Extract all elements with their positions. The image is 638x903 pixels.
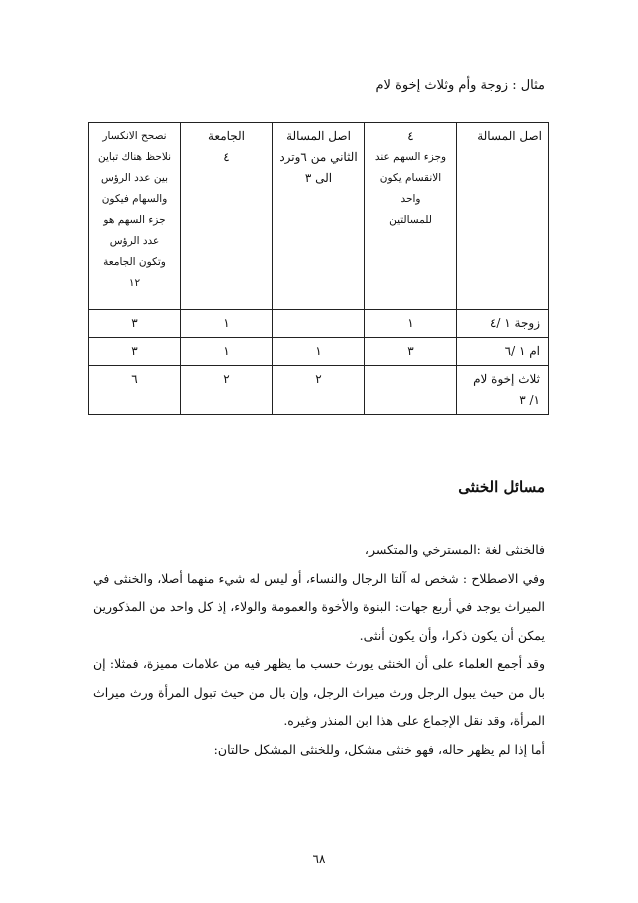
table-cell: ٦ [89,366,181,415]
heir-cell [457,366,549,415]
paragraph: وقد أجمع العلماء على أن الخنثى يورث حسب ما يظهر فيه من علامات مميزة، فمثلا: إن بال من حيث يبول الرجل ورث ميراث الرجل، وإن بال من حيث تبول المرأة ورث ميراث المرأة، وقد نقل الإجماع على هذا ابن المنذر وغيره. [93,656,545,728]
header-origin2-line: الى ٣ [304,171,333,185]
paragraph: أما إذا لم يظهر حاله، فهو خنثى مشكل، وللخنثى المشكل حالتان: [213,741,545,757]
header-origin2-line: الثاني من ٦وترد [279,150,358,164]
header-ratio [365,123,457,310]
header-fix-line: عدد الرؤس [109,235,160,247]
table-cell [273,310,365,338]
header-ratio-number: ٤ [407,129,414,143]
table-row [89,310,549,338]
header-origin-second [273,123,365,310]
table-header-row [89,123,549,310]
header-fix-line: والسهام فيكون [101,193,168,205]
table-cell: ١ [181,310,273,338]
header-fix-line: بين عدد الرؤس [100,172,168,184]
header-fix-line: جزء السهم هو [103,214,166,226]
paragraph: وفي الاصطلاح : شخص له آلتا الرجال والنساء، أو ليس له شيء منهما أصلا، والخنثى في الميراث يوجد في أربع جهات: البنوة والأخوة والعمومة والولاء، إذ كل واحد من المذكورين يمكن أن يكون ذكرا، وأن يكون أنثى. [93,570,545,643]
header-ratio-line: للمسالتين [389,214,432,226]
table-cell: ٣ [365,338,457,366]
table-cell: ١ [365,310,457,338]
header-fix-line: نلاحظ هناك تباين [97,151,172,163]
paragraph: فالخنثى لغة :المسترخي والمتكسر، [364,542,545,557]
header-fix-line: ١٢ [128,277,141,289]
section-title: مسائل الخنثى [458,478,545,496]
header-correction [89,123,181,310]
table-cell: ٢ [181,366,273,415]
header-origin: اصل المسالة [457,123,549,310]
table-cell: ١ [273,338,365,366]
header-ratio-line: وجزء السهم عند [374,151,447,163]
table-cell: ٣ [89,310,181,338]
heir-cell: ام ١ /٦ [457,338,549,366]
header-ratio-line: الانقسام يكون واحد [379,172,442,205]
header-origin2-line: اصل المسالة [286,129,351,143]
heir-line: ثلاث إخوة لام [473,372,540,386]
table-row [89,366,549,415]
header-total-value: ٤ [223,150,230,164]
page-number: ٦٨ [312,852,326,866]
inheritance-table [88,122,549,415]
example-heading: مثال : زوجة وأم وثلاث إخوة لام [375,78,545,93]
header-total-label: الجامعة [207,129,246,143]
table-row [89,338,549,366]
heir-line: ١/ ٣ [519,393,540,407]
body-text [93,536,545,764]
header-fix-line: نصحح الانكسار [102,130,167,142]
table-cell: ٢ [273,366,365,415]
header-fix-line: وتكون الجامعة [103,256,166,268]
table-cell: ١ [181,338,273,366]
table-cell: ٣ [89,338,181,366]
header-total [181,123,273,310]
table-cell [365,366,457,415]
heir-cell: زوجة ١ /٤ [457,310,549,338]
